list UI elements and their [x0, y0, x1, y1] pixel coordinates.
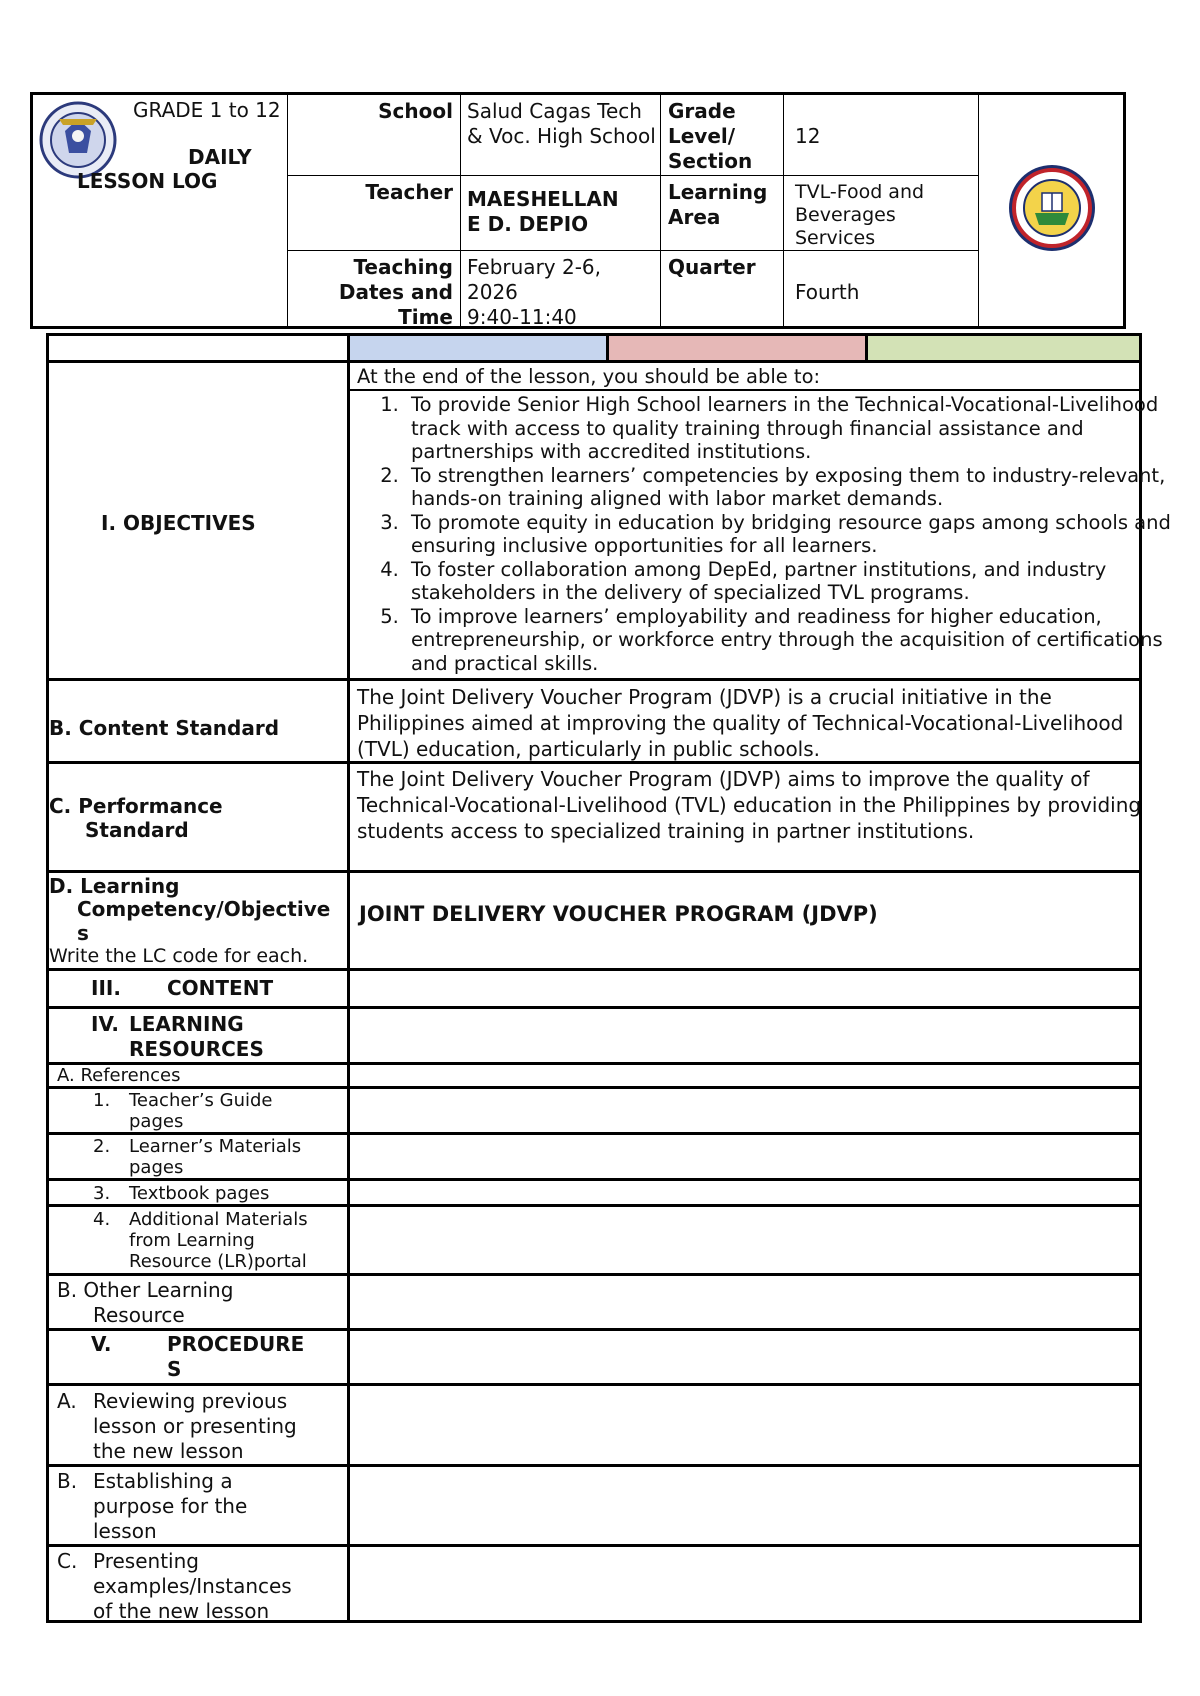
ref-4-label-3: Resource (LR)portal: [129, 1251, 307, 1272]
teacher-label: Teacher: [365, 180, 453, 204]
objective-item: 2. To strengthen learners’ competencies by exposing them to industry-relevant, hands-on training aligned with labor market demands.: [405, 464, 1185, 511]
procedure-a-line-1: Reviewing previous: [93, 1389, 288, 1413]
content-standard-label: B. Content Standard: [49, 716, 280, 740]
ref-1-label-2: pages: [129, 1111, 184, 1132]
performance-standard-label-2: Standard: [85, 818, 189, 842]
objective-item: 4. To foster collaboration among DepEd, partner institutions, and industry stakeholders in the delivery of specialized TVL programs.: [405, 558, 1185, 605]
objectives-list: [357, 393, 1185, 675]
header-table: [30, 92, 1126, 329]
dates-value: February 2-6, 2026: [467, 255, 602, 304]
procedure-a-line-3: the new lesson: [93, 1439, 244, 1463]
learning-resources-label: LEARNING: [129, 1012, 244, 1036]
quarter-label: Quarter: [668, 255, 756, 279]
day-header-red: [609, 336, 865, 360]
ref-2-label: Learner’s Materials: [129, 1136, 302, 1157]
objective-item: 5. To improve learners’ employability and readiness for higher education, entrepreneurship, or workforce entry through the acquisition of certifications and practical skills.: [405, 605, 1185, 676]
lesson-table: [46, 333, 1171, 1623]
title-grade: GRADE 1 to 12: [133, 98, 281, 122]
learning-competency-label-3: s: [77, 921, 89, 945]
ref-4-label-2: from Learning: [129, 1230, 255, 1251]
procedure-a-line-2: lesson or presenting: [93, 1414, 297, 1438]
learning-resources-label-2: RESOURCES: [129, 1037, 264, 1061]
objectives-label: I. OBJECTIVES: [101, 511, 256, 535]
procedures-num: V.: [91, 1332, 112, 1356]
procedure-b-line-1: Establishing a: [93, 1469, 233, 1493]
procedure-c-line-2: examples/Instances: [93, 1574, 292, 1598]
procedure-c-line-1: Presenting: [93, 1549, 199, 1573]
learning-competency-label-2: Competency/Objective: [77, 897, 331, 921]
procedure-c-letter: C.: [57, 1549, 78, 1573]
content-num: III.: [91, 976, 121, 1000]
grade-value: 12: [795, 124, 821, 148]
learning-competency-hint: Write the LC code for each.: [49, 945, 309, 967]
objectives-intro: At the end of the lesson, you should be able to:: [357, 365, 821, 388]
day-header-blue: [350, 336, 606, 360]
title-lesson-log: LESSON LOG: [77, 169, 218, 193]
school-logo-icon: [1007, 163, 1097, 253]
content-standard-text: The Joint Delivery Voucher Program (JDVP) is a crucial initiative in the Philippines aimed at improving the quality of Technical-Vocational-Livelihood (TVL) education, particularly in public schools.: [357, 685, 1124, 761]
procedures-label: PROCEDURE: [167, 1332, 305, 1356]
procedure-b-letter: B.: [57, 1469, 78, 1493]
school-label: School: [378, 99, 453, 123]
procedure-a-letter: A.: [57, 1389, 77, 1413]
ref-3-num: 3.: [93, 1183, 111, 1204]
learning-area-value: TVL-Food and Beverages Services: [795, 181, 925, 249]
objective-item: 3. To promote equity in education by bridging resource gaps among schools and ensuring inclusive opportunities for all learners.: [405, 511, 1185, 558]
day-header-green: [868, 336, 1139, 360]
performance-standard-label: C. Performance: [49, 794, 223, 818]
school-value: Salud Cagas Tech & Voc. High School: [467, 99, 656, 148]
content-label: CONTENT: [167, 976, 274, 1000]
other-resource-label-2: Resource: [93, 1303, 185, 1327]
procedure-c-line-3: of the new lesson: [93, 1599, 270, 1623]
performance-standard-text: The Joint Delivery Voucher Program (JDVP) aims to improve the quality of Technical-Vocational-Livelihood (TVL) education in the Philippines by providing students access to specialized training in partner institutions.: [357, 767, 1142, 843]
learning-competency-text: JOINT DELIVERY VOUCHER PROGRAM (JDVP): [359, 902, 878, 926]
procedure-b-line-3: lesson: [93, 1519, 157, 1543]
ref-2-num: 2.: [93, 1136, 111, 1157]
quarter-value: Fourth: [795, 280, 860, 304]
learning-area-label: Learning Area: [668, 180, 768, 229]
learning-resources-num: IV.: [91, 1012, 119, 1036]
other-resource-label: B. Other Learning: [57, 1278, 234, 1302]
learning-competency-label: D. Learning: [49, 874, 180, 898]
objective-item: 1. To provide Senior High School learners in the Technical-Vocational-Livelihood track with access to quality training through financial assistance and partnerships with accredited institutions.: [405, 393, 1185, 464]
dates-label: Teaching Dates and Time: [338, 255, 453, 329]
ref-3-label: Textbook pages: [129, 1183, 270, 1204]
ref-4-label: Additional Materials: [129, 1209, 308, 1230]
deped-seal-icon: [39, 101, 117, 179]
title-daily: DAILY: [188, 145, 252, 169]
references-label: A. References: [57, 1065, 181, 1086]
ref-2-label-2: pages: [129, 1157, 184, 1178]
ref-4-num: 4.: [93, 1209, 111, 1230]
procedures-label-2: S: [167, 1357, 182, 1381]
ref-1-num: 1.: [93, 1090, 111, 1111]
procedure-b-line-2: purpose for the: [93, 1494, 248, 1518]
ref-1-label: Teacher’s Guide: [129, 1090, 273, 1111]
teacher-value: MAESHELLANE D. DEPIO: [467, 187, 619, 236]
time-value: 9:40-11:40: [467, 305, 577, 329]
grade-label: Grade Level/ Section: [668, 99, 753, 173]
